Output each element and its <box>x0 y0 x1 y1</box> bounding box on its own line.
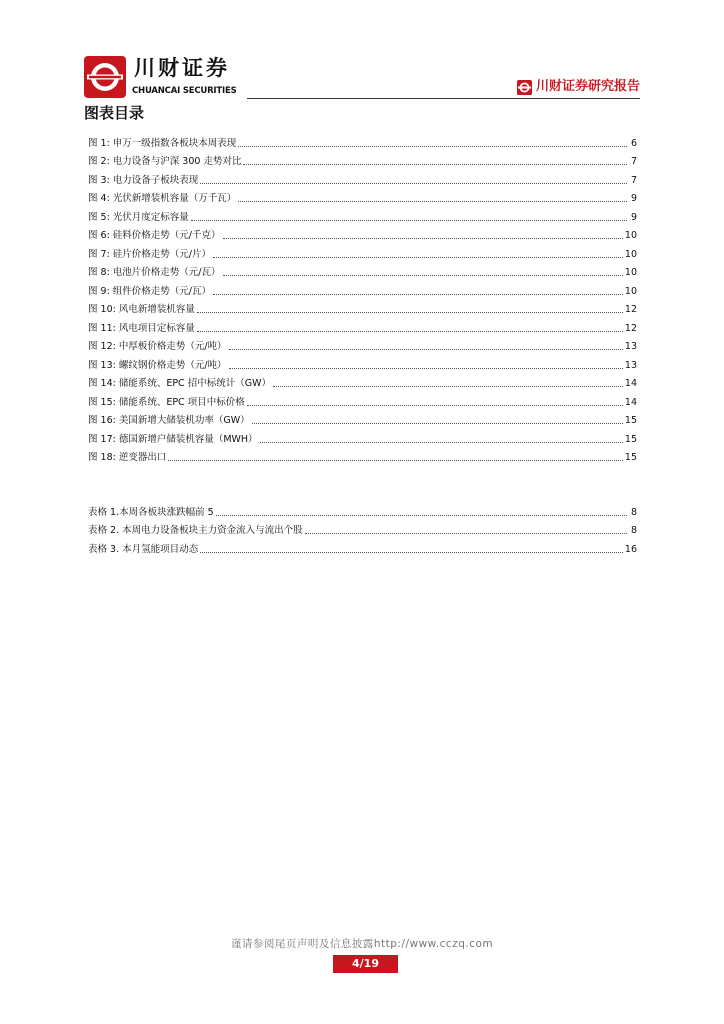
entry-page: 13 <box>624 359 637 371</box>
entry-label: 图 14: 储能系统、EPC 招中标统计（GW） <box>88 378 271 389</box>
dot-leader <box>243 164 627 165</box>
entry-label: 图 11: 风电项目定标容量 <box>88 322 195 334</box>
entry-label: 图 17: 德国新增户储装机容量（MWH） <box>88 433 258 445</box>
entry-page: 10 <box>624 285 637 297</box>
entry-label: 图 13: 螺纹钢价格走势（元/吨） <box>88 359 227 371</box>
toc-entry-figure-6[interactable] <box>88 224 637 243</box>
toc-entry-figure-18[interactable] <box>88 446 637 465</box>
entry-page: 13 <box>624 341 637 352</box>
entry-page: 9 <box>630 211 637 223</box>
entry-page: 8 <box>630 525 637 536</box>
footer-disclaimer: 谨请参阅尾页声明及信息披露http://www.cczq.com <box>230 938 494 950</box>
dot-leader <box>238 201 627 202</box>
page-number: 4/19 <box>333 955 398 973</box>
toc-entry-table-1[interactable] <box>88 500 637 519</box>
entry-label: 图 3: 电力设备子板块表现 <box>88 174 199 186</box>
entry-label: 图 15: 储能系统、EPC 项目中标价格 <box>88 396 245 408</box>
entry-label: 图 12: 中厚板价格走势（元/吨） <box>88 341 227 352</box>
toc-entry-figure-11[interactable] <box>88 316 637 335</box>
toc-entry-figure-8[interactable] <box>88 261 637 280</box>
dot-leader <box>197 331 623 332</box>
dot-leader <box>213 294 623 295</box>
toc-entry-table-2[interactable] <box>88 519 637 538</box>
dot-leader <box>247 405 623 406</box>
logo-english-name: CHUANCAI SECURITIES <box>132 86 237 96</box>
dot-leader <box>223 238 623 239</box>
toc-entry-figure-2[interactable] <box>88 150 637 169</box>
entry-page: 9 <box>630 193 637 204</box>
entry-page: 7 <box>630 156 637 167</box>
entry-page: 10 <box>624 267 637 278</box>
dot-leader <box>238 146 627 147</box>
toc-entry-figure-4[interactable] <box>88 187 637 206</box>
dot-leader <box>197 312 623 313</box>
entry-page: 7 <box>630 174 637 186</box>
table-list <box>88 500 637 556</box>
report-tag <box>517 78 640 96</box>
dot-leader <box>200 552 623 553</box>
toc-entry-figure-17[interactable] <box>88 427 637 446</box>
entry-label: 图 4: 光伏新增装机容量（万千瓦） <box>88 193 237 204</box>
report-tag-text: 川财证券研究报告 <box>535 79 640 94</box>
entry-page: 12 <box>624 322 637 334</box>
toc-entry-figure-5[interactable] <box>88 205 637 224</box>
entry-page: 8 <box>630 506 637 518</box>
entry-label: 图 9: 组件价格走势（元/瓦） <box>88 285 211 297</box>
toc-title: 图表目录 <box>84 104 145 122</box>
entry-label: 图 7: 硅片价格走势（元/片） <box>88 248 211 260</box>
entry-page: 14 <box>624 378 637 389</box>
dot-leader <box>216 515 627 516</box>
dot-leader <box>252 423 623 424</box>
entry-label: 图 10: 风电新增装机容量 <box>88 304 195 315</box>
chuancai-logo-icon <box>84 56 126 98</box>
dot-leader <box>200 183 627 184</box>
entry-page: 14 <box>624 396 637 408</box>
dot-leader <box>223 275 623 276</box>
entry-page: 10 <box>624 248 637 260</box>
toc-entry-figure-10[interactable] <box>88 298 637 317</box>
toc-entry-table-3[interactable] <box>88 537 637 556</box>
toc-entry-figure-1[interactable] <box>88 131 637 150</box>
dot-leader <box>168 460 623 461</box>
toc-entry-figure-14[interactable] <box>88 372 637 391</box>
mini-logo-icon <box>517 80 532 95</box>
header-rule <box>247 98 640 99</box>
entry-label: 图 1: 申万一级指数各板块本周表现 <box>88 137 237 149</box>
entry-page: 15 <box>624 452 637 463</box>
toc-entry-figure-7[interactable] <box>88 242 637 261</box>
entry-page: 6 <box>630 137 637 149</box>
logo-chinese-name: 川财证券 <box>134 56 230 80</box>
toc-entry-figure-13[interactable] <box>88 353 637 372</box>
entry-label: 表格 1.本周各板块涨跌幅前 5 <box>88 506 214 518</box>
entry-label: 图 8: 电池片价格走势（元/瓦） <box>88 267 221 278</box>
entry-page: 15 <box>624 415 637 426</box>
entry-label: 表格 2. 本周电力设备板块主力资金流入与流出个股 <box>88 525 303 536</box>
entry-page: 12 <box>624 304 637 315</box>
dot-leader <box>229 368 623 369</box>
dot-leader <box>191 220 627 221</box>
page-header <box>84 54 640 102</box>
dot-leader <box>273 386 623 387</box>
entry-label: 图 16: 美国新增大储装机功率（GW） <box>88 415 250 426</box>
dot-leader <box>305 533 627 534</box>
figure-list <box>88 131 637 464</box>
entry-label: 图 18: 逆变器出口 <box>88 452 167 463</box>
entry-label: 图 5: 光伏月度定标容量 <box>88 211 189 223</box>
toc-entry-figure-3[interactable] <box>88 168 637 187</box>
entry-page: 10 <box>624 230 637 241</box>
dot-leader <box>213 257 623 258</box>
dot-leader <box>229 349 623 350</box>
entry-page: 16 <box>624 543 637 555</box>
toc-entry-figure-16[interactable] <box>88 409 637 428</box>
entry-label: 图 6: 硅料价格走势（元/千克） <box>88 230 221 241</box>
entry-label: 表格 3. 本月氢能项目动态 <box>88 543 199 555</box>
entry-label: 图 2: 电力设备与沪深 300 走势对比 <box>88 156 242 167</box>
toc-entry-figure-15[interactable] <box>88 390 637 409</box>
toc-entry-figure-12[interactable] <box>88 335 637 354</box>
toc-entry-figure-9[interactable] <box>88 279 637 298</box>
dot-leader <box>260 442 623 443</box>
entry-page: 15 <box>624 433 637 445</box>
